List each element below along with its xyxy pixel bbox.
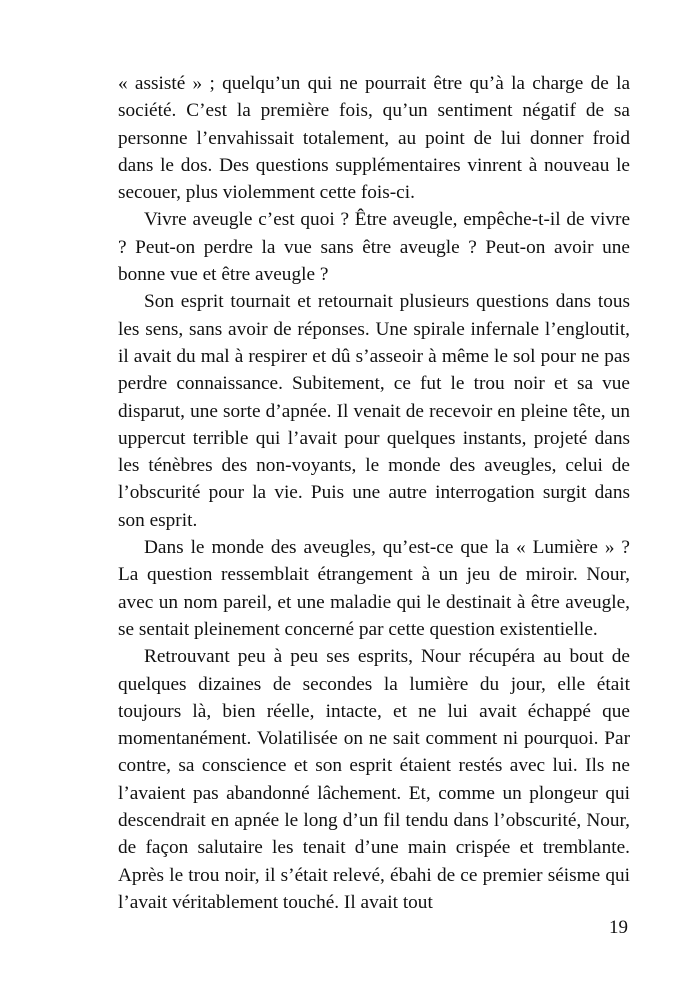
paragraph-4: Dans le monde des aveugles, qu’est-ce que la « Lumière » ? La question ressemblait étrangement à un jeu de miroir. Nour, avec un nom pareil, et une maladie qui le destinait à être aveugle, se sentait pleinement concerné par cette question existentielle. bbox=[118, 537, 630, 640]
page-number: 19 bbox=[609, 917, 628, 938]
paragraph-3: Son esprit tournait et retournait plusieurs questions dans tous les sens, sans avoir de réponses. Une spirale infernale l’engloutit, il avait du mal à respirer et dû s’asseoir à même le sol pour ne pas perdre connaissance. Subitement, ce fut le trou noir et sa vue disparut, une sorte d’apnée. Il venait de recevoir en pleine tête, un uppercut terrible qui l’avait pour quelques instants, projeté dans les ténèbres des non-voyants, le monde des aveugles, celui de l’obscurité pour la vie. Puis une autre interrogation surgit dans son esprit. bbox=[118, 291, 630, 531]
paragraph-2: Vivre aveugle c’est quoi ? Être aveugle, empêche-t-il de vivre ? Peut-on perdre la vue sans être aveugle ? Peut-on avoir une bonne vue et être aveugle ? bbox=[118, 209, 630, 286]
paragraph-5: Retrouvant peu à peu ses esprits, Nour récupéra au bout de quelques dizaines de secondes la lumière du jour, elle était toujours là, bien réelle, intacte, et ne lui avait échappé que momentanément. Volatilisée on ne sait comment ni pourquoi. Par contre, sa conscience et son esprit étaient restés avec lui. Ils ne l’avaient pas abandonné lâchement. Et, comme un plongeur qui descendrait en apnée le long d’un fil tendu dans l’obscurité, Nour, de façon salutaire les tenait d’une main crispée et tremblante. Après le trou noir, il s’était relevé, ébahi de ce premier séisme qui l’avait véritablement touché. Il avait tout bbox=[118, 646, 630, 913]
book-page-body bbox=[118, 70, 630, 916]
paragraph-1: « assisté » ; quelqu’un qui ne pourrait être qu’à la charge de la société. C’est la première fois, qu’un sentiment négatif de sa personne l’envahissait totalement, au point de lui donner froid dans le dos. Des questions supplémentaires vinrent à nouveau le secouer, plus violemment cette fois-ci. bbox=[118, 73, 630, 204]
